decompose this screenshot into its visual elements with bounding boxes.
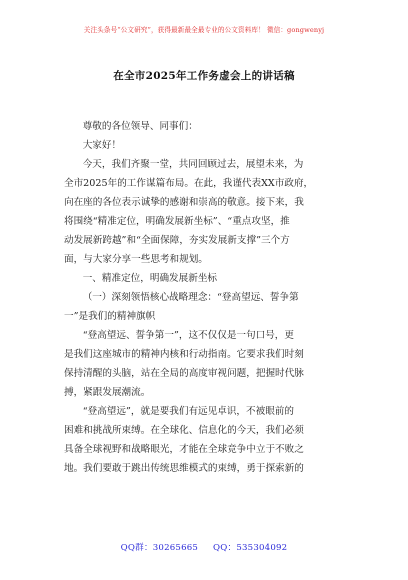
body-line: 是我们这座城市的精神内核和行动指南。它要求我们时刻 xyxy=(64,349,304,360)
body-line: 地。我们要敢于跳出传统思维模式的束缚，勇于探索新的 xyxy=(64,463,304,474)
body-line: 搏，紧跟发展潮流。 xyxy=(64,387,151,398)
body-line: 面，与大家分享一些思考和规划。 xyxy=(64,254,208,265)
subsection-heading-cont: 一”是我们的精神旗帜 xyxy=(64,311,156,322)
body-line: “登高望远”，就是要我们有远见卓识，不被眼前的 xyxy=(82,406,294,417)
qq-number: QQ：535304092 xyxy=(213,543,288,553)
body-line: 全市2025年的工作谋篇布局。在此，我谨代表XX市政府， xyxy=(64,178,314,189)
qq-group-number: QQ群：30265665 xyxy=(120,543,199,553)
body-line: 将围绕“精准定位，明确发展新坐标”、“重点攻坚，推 xyxy=(64,216,290,227)
body-line: 今天，我们齐聚一堂，共同回顾过去，展望未来，为 xyxy=(82,159,304,170)
document-body xyxy=(64,117,350,478)
greeting-line: 大家好！ xyxy=(82,140,122,151)
body-line: 向在座的各位表示诚挚的感谢和崇高的敬意。接下来，我 xyxy=(64,197,304,208)
salutation-line: 尊敬的各位领导、同事们： xyxy=(82,121,198,132)
subsection-heading: （一）深刻领悟核心战略理念：“登高望远、誓争第 xyxy=(82,292,299,303)
body-line: 困难和挑战所束缚。在全球化、信息化的今天，我们必须 xyxy=(64,425,304,436)
header-note: 关注头条号“公文研究”，获得最新最全最专业的公文资料库！ 微信：gongwenyj xyxy=(83,26,325,34)
body-line: 动发展新跨越”和“全面保障，夯实发展新支撑”三个方 xyxy=(64,235,290,246)
body-line: “登高望远、誓争第一”，这不仅仅是一句口号，更 xyxy=(82,330,294,341)
body-line: 保持清醒的头脑，站在全局的高度审视问题，把握时代脉 xyxy=(64,368,304,379)
document-title: 在全市2025年工作务虚会上的讲话稿 xyxy=(113,70,295,82)
footer-contact xyxy=(0,541,408,553)
body-line: 具备全球视野和战略眼光，才能在全球竞争中立于不败之 xyxy=(64,444,304,455)
section-heading: 一、精准定位，明确发展新坐标 xyxy=(82,273,218,284)
